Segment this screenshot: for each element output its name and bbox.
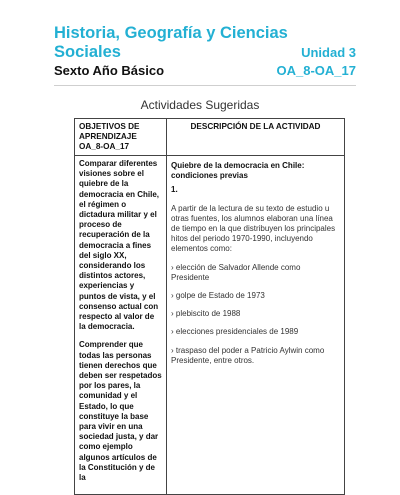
list-item: › traspaso del poder a Patricio Aylwin como Presidente, entre otros. [171,345,325,365]
objective-text: Comprender que todas las personas tienen derechos que deben ser respetados por los pares, la comunidad y el Estado, lo que constituye la base para vivir en una sociedad justa, y dar como ejemplo algunos artículos de la Constitución y de la [79,340,162,483]
objectives-header: OBJETIVOS DE APRENDIZAJE OA_8-OA_17 [75,119,167,156]
objectives-cell [75,156,167,495]
objective-code: OA_8-OA_17 [276,63,356,78]
description-cell [167,156,345,495]
activity-title: Quiebre de la democracia en Chile: condiciones previas [171,161,305,181]
objective-text: Comparar diferentes visiones sobre el quiebre de la democracia en Chile, el régimen o dictadura militar y el proceso de recuperación de la democracia a fines del siglo XX, considerando los distintos actores, experiencias y puntos de vista, y el consenso actual con respecto al valor de la democracia. [79,159,160,332]
list-item: › plebiscito de 1988 [171,309,241,319]
table-row [75,156,345,495]
list-item: › golpe de Estado de 1973 [171,291,265,301]
list-item: › elección de Salvador Allende como Presidente [171,262,301,282]
unit-label: Unidad 3 [301,45,356,60]
subject-title-cont: Sociales [54,43,121,61]
activities-table [74,118,345,495]
activity-number: 1. [171,185,178,195]
document-header [54,24,356,78]
grade-label: Sexto Año Básico [54,63,165,78]
header-divider [54,85,356,86]
grade-row [54,63,356,78]
section-title: Actividades Sugeridas [140,98,260,112]
activity-intro: A partir de la lectura de su texto de estudio u otras fuentes, los alumnos elaboran una línea de tiempo en la que distribuyen los principales hitos del periodo 1970-1990, incluyendo elementos como: [171,203,336,254]
subject-title-row [54,43,356,62]
list-item: › elecciones presidenciales de 1989 [171,327,299,337]
description-header: DESCRIPCIÓN DE LA ACTIVIDAD [167,119,345,156]
subject-title: Historia, Geografía y Ciencias [54,24,288,42]
table-header-row [75,119,345,156]
